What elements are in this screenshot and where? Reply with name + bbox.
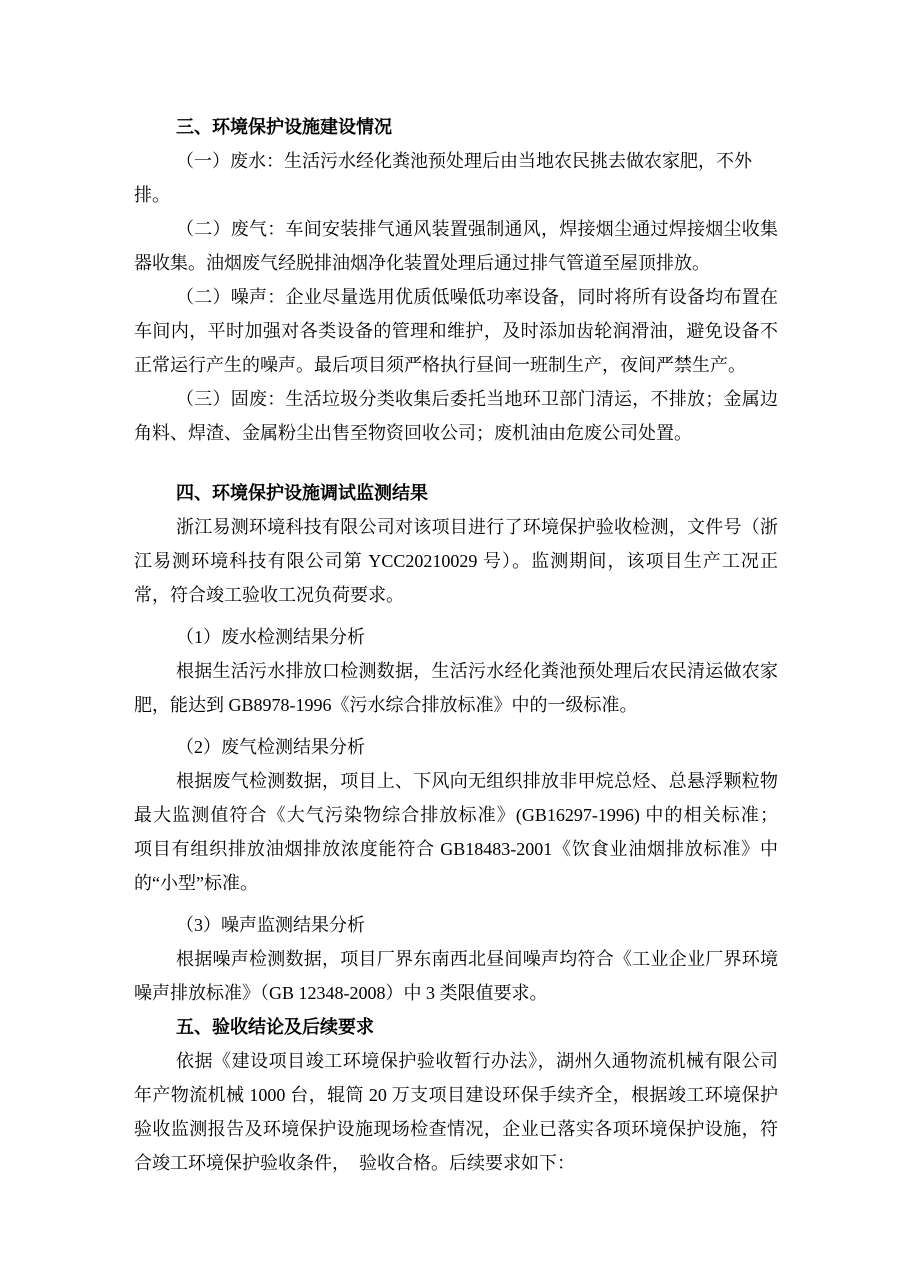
paragraph-line-wastegas-analysis: 项目有组织排放油烟排放浓度能符合 GB18483-2001《饮食业油烟排放标准》中 [134, 839, 778, 859]
subheading-wastegas-analysis: （2）废气检测结果分析 [176, 737, 365, 757]
paragraph-line-wastegas: 器收集。油烟废气经脱排油烟净化装置处理后通过排气管道至屋顶排放。 [134, 253, 710, 273]
paragraph-line-solid-waste: （三）固废：生活垃圾分类收集后委托当地环卫部门清运，不排放；金属边 [176, 389, 778, 409]
section-heading-monitoring-results: 四、环境保护设施调试监测结果 [176, 483, 428, 503]
paragraph-line-noise-analysis: 根据噪声检测数据，项目厂界东南西北昼间噪声均符合《工业企业厂界环境 [176, 949, 778, 969]
section-heading-conclusion: 五、验收结论及后续要求 [176, 1017, 374, 1037]
paragraph-line-noise: （二）噪声：企业尽量选用优质低噪低功率设备，同时将所有设备均布置在 [176, 287, 778, 307]
subheading-noise-analysis: （3）噪声监测结果分析 [176, 915, 365, 935]
paragraph-line-wastegas: （二）废气：车间安装排气通风装置强制通风，焊接烟尘通过焊接烟尘收集 [176, 219, 778, 239]
paragraph-line-monitoring-intro: 浙江易测环境科技有限公司对该项目进行了环境保护验收检测，文件号（浙 [176, 517, 778, 537]
section-heading-construction-status: 三、环境保护设施建设情况 [176, 117, 392, 137]
paragraph-line-solid-waste: 角料、焊渣、金属粉尘出售至物资回收公司；废机油由危废公司处置。 [134, 423, 692, 443]
paragraph-line-conclusion: 年产物流机械 1000 台，辊筒 20 万支项目建设环保手续齐全，根据竣工环境保护 [134, 1085, 778, 1105]
paragraph-line-noise: 正常运行产生的噪声。最后项目须严格执行昼间一班制生产，夜间严禁生产。 [134, 355, 746, 375]
paragraph-line-noise-analysis: 噪声排放标准》（GB 12348-2008）中 3 类限值要求。 [134, 983, 548, 1003]
paragraph-line-wastewater-analysis: 肥，能达到 GB8978-1996《污水综合排放标准》中的一级标准。 [134, 695, 638, 715]
paragraph-line-wastewater-analysis: 根据生活污水排放口检测数据，生活污水经化粪池预处理后农民清运做农家 [176, 661, 778, 681]
paragraph-line-monitoring-intro: 江易测环境科技有限公司第 YCC20210029 号）。监测期间，该项目生产工况正 [134, 551, 778, 571]
paragraph-line-wastegas-analysis: 的“小型”标准。 [134, 873, 258, 893]
paragraph-line-noise: 车间内，平时加强对各类设备的管理和维护，及时添加齿轮润滑油，避免设备不 [134, 321, 778, 341]
subheading-wastewater-analysis: （1）废水检测结果分析 [176, 627, 365, 647]
paragraph-line-conclusion: 依据《建设项目竣工环境保护验收暂行办法》，湖州久通物流机械有限公司 [176, 1051, 778, 1071]
paragraph-line-conclusion: 合竣工环境保护验收条件， 验收合格。后续要求如下： [134, 1153, 575, 1173]
paragraph-line-monitoring-intro: 常，符合竣工验收工况负荷要求。 [134, 585, 404, 605]
paragraph-line-conclusion: 验收监测报告及环境保护设施现场检查情况，企业已落实各项环境保护设施，符 [134, 1119, 778, 1139]
paragraph-line-wastegas-analysis: 最大监测值符合《大气污染物综合排放标准》(GB16297-1996) 中的相关标准； [134, 805, 778, 825]
paragraph-line-wastewater: （一）废水：生活污水经化粪池预处理后由当地农民挑去做农家肥，不外排。 [134, 151, 752, 205]
paragraph-line-wastegas-analysis: 根据废气检测数据，项目上、下风向无组织排放非甲烷总烃、总悬浮颗粒物 [176, 771, 778, 791]
